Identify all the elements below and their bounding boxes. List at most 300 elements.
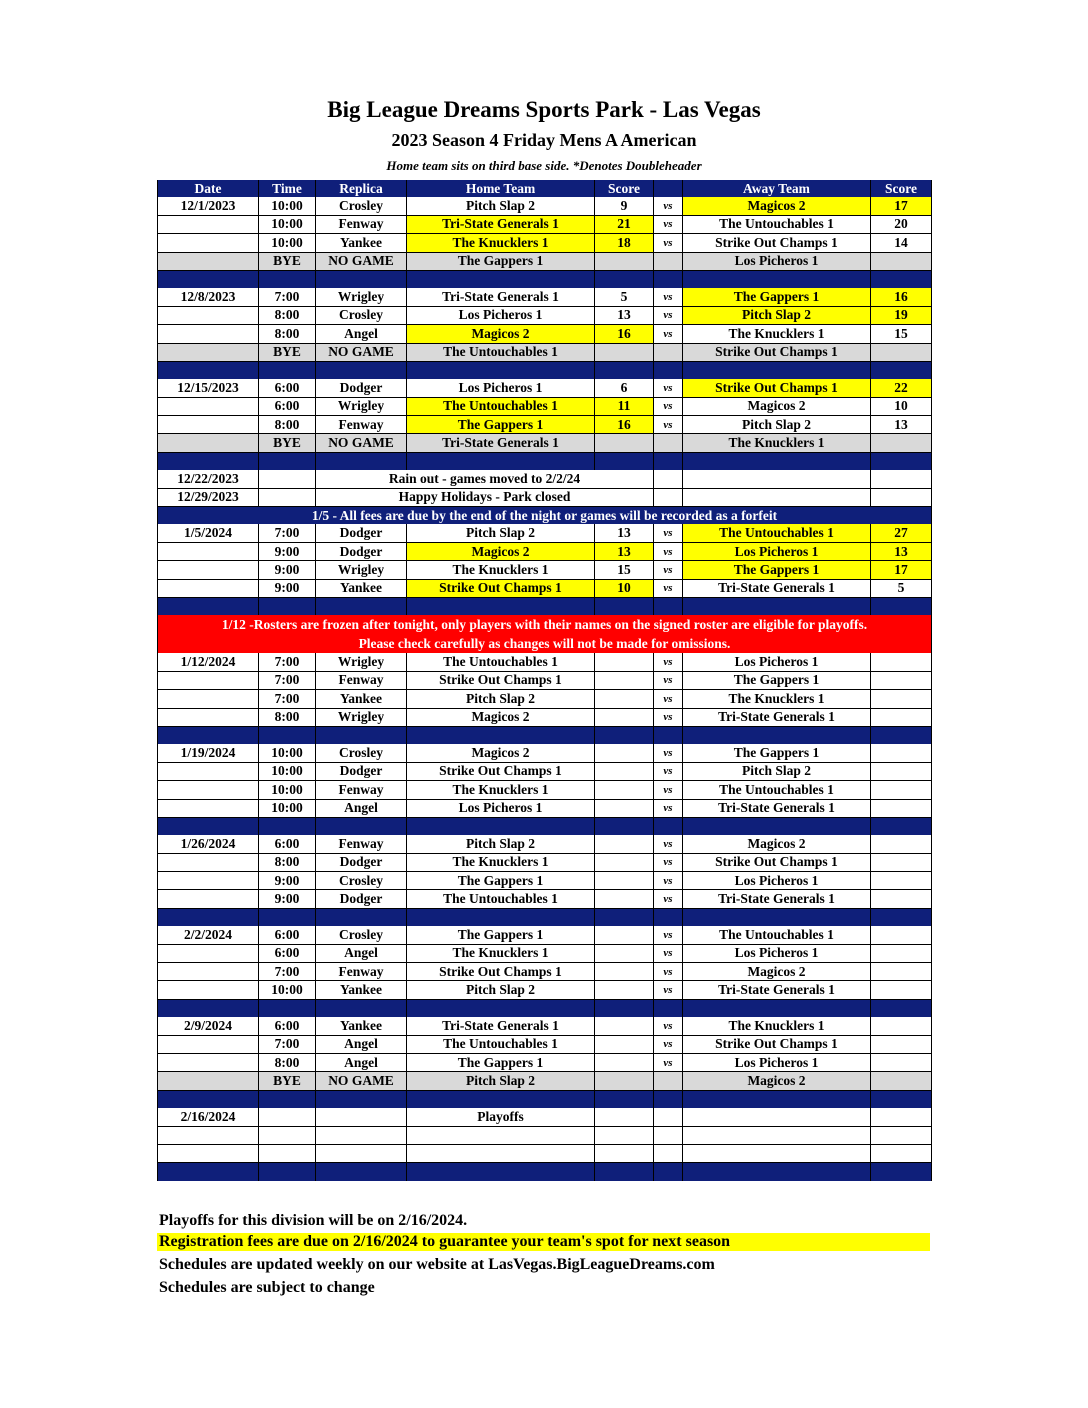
bye-row xyxy=(158,252,932,270)
game-row xyxy=(158,234,932,252)
game-away-team: Pitch Slap 2 xyxy=(683,306,871,324)
game-home-team xyxy=(407,1144,595,1162)
game-date xyxy=(158,1072,259,1090)
game-row xyxy=(158,1035,932,1053)
game-row xyxy=(158,579,932,597)
sep-away-score xyxy=(871,817,932,835)
game-away-team: Los Picheros 1 xyxy=(683,872,871,890)
sep-home-score xyxy=(595,726,654,744)
game-home-score xyxy=(595,835,654,853)
sep-time xyxy=(259,452,316,470)
roster-alert-line-2: Please check carefully as changes will not be made for omissions. xyxy=(358,636,731,652)
game-away-team: The Gappers 1 xyxy=(683,744,871,762)
roster-alert-line-1: 1/12 -Rosters are frozen after tonight, only players with their names on the signed roster are eligible for playoffs. xyxy=(221,617,868,633)
game-row xyxy=(158,708,932,726)
sep-home-score xyxy=(595,908,654,926)
game-row xyxy=(158,215,932,233)
sep-home-score xyxy=(595,1090,654,1108)
game-away-team: The Untouchables 1 xyxy=(683,926,871,944)
game-home-score: 9 xyxy=(595,197,654,215)
game-away-score xyxy=(871,1072,932,1090)
game-vs: vs xyxy=(654,872,683,890)
sep-vs xyxy=(654,452,683,470)
sep-away xyxy=(683,361,871,379)
game-away-score xyxy=(871,488,932,506)
sep-time xyxy=(259,361,316,379)
game-vs xyxy=(654,1072,683,1090)
game-time: 10:00 xyxy=(259,197,316,215)
game-home-score xyxy=(595,799,654,817)
game-home-score xyxy=(595,762,654,780)
sep-home xyxy=(407,597,595,615)
game-date xyxy=(158,434,259,452)
game-vs xyxy=(654,434,683,452)
game-home-score: 5 xyxy=(595,288,654,306)
game-replica-field: Wrigley xyxy=(316,397,407,415)
game-home-team: Pitch Slap 2 xyxy=(407,835,595,853)
game-replica-field: NO GAME xyxy=(316,1072,407,1090)
game-vs: vs xyxy=(654,926,683,944)
game-time: 10:00 xyxy=(259,981,316,999)
game-away-score xyxy=(871,1035,932,1053)
game-replica-field: Yankee xyxy=(316,981,407,999)
game-home-score xyxy=(595,1144,654,1162)
game-vs: vs xyxy=(654,379,683,397)
sep-away-score xyxy=(871,270,932,288)
game-replica-field: Fenway xyxy=(316,671,407,689)
sep-replica xyxy=(316,361,407,379)
game-home-score xyxy=(595,1053,654,1071)
game-replica-field: Dodger xyxy=(316,379,407,397)
game-row xyxy=(158,542,932,560)
game-time xyxy=(259,1144,316,1162)
game-away-team: Los Picheros 1 xyxy=(683,653,871,671)
game-vs: vs xyxy=(654,325,683,343)
sep-vs xyxy=(654,726,683,744)
game-date: 12/22/2023 xyxy=(158,470,259,488)
game-date xyxy=(158,872,259,890)
game-vs: vs xyxy=(654,1017,683,1035)
game-time: 8:00 xyxy=(259,325,316,343)
game-home-score: 15 xyxy=(595,561,654,579)
game-row xyxy=(158,288,932,306)
sep-home xyxy=(407,270,595,288)
game-home-score xyxy=(595,671,654,689)
game-home-score xyxy=(595,252,654,270)
col-home-team-header: Home Team xyxy=(407,180,595,197)
game-away-score xyxy=(871,926,932,944)
game-replica-field: Yankee xyxy=(316,234,407,252)
game-vs: vs xyxy=(654,890,683,908)
game-date: 2/9/2024 xyxy=(158,1017,259,1035)
game-away-team xyxy=(683,1108,871,1126)
game-home-score xyxy=(595,890,654,908)
game-time: 6:00 xyxy=(259,926,316,944)
sep-date xyxy=(158,361,259,379)
game-vs: vs xyxy=(654,653,683,671)
game-row xyxy=(158,799,932,817)
sep-date xyxy=(158,597,259,615)
sep-away xyxy=(683,726,871,744)
game-replica-field: Dodger xyxy=(316,890,407,908)
game-time: 7:00 xyxy=(259,653,316,671)
game-time: BYE xyxy=(259,434,316,452)
game-home-team: Strike Out Champs 1 xyxy=(407,762,595,780)
game-vs xyxy=(654,488,683,506)
game-replica-field: Crosley xyxy=(316,744,407,762)
game-away-score xyxy=(871,890,932,908)
game-date xyxy=(158,1126,259,1144)
game-time: BYE xyxy=(259,1072,316,1090)
game-home-team: The Knucklers 1 xyxy=(407,853,595,871)
sep-vs xyxy=(654,270,683,288)
sep-time xyxy=(259,817,316,835)
game-time xyxy=(259,1108,316,1126)
game-away-score xyxy=(871,963,932,981)
game-vs: vs xyxy=(654,542,683,560)
game-time: BYE xyxy=(259,252,316,270)
game-time xyxy=(259,488,316,506)
game-time: 9:00 xyxy=(259,561,316,579)
game-home-team: The Gappers 1 xyxy=(407,872,595,890)
sep-away-score xyxy=(871,999,932,1017)
game-away-score xyxy=(871,799,932,817)
col-date-header: Date xyxy=(158,180,259,197)
game-date xyxy=(158,416,259,434)
game-date xyxy=(158,799,259,817)
game-home-score xyxy=(595,1017,654,1035)
game-row xyxy=(158,944,932,962)
sep-away xyxy=(683,270,871,288)
game-away-score xyxy=(871,944,932,962)
sep-replica xyxy=(316,452,407,470)
game-time: 7:00 xyxy=(259,690,316,708)
game-away-team xyxy=(683,488,871,506)
week-separator-row xyxy=(158,1090,932,1108)
game-replica-field: Angel xyxy=(316,944,407,962)
game-away-score xyxy=(871,1017,932,1035)
sep-vs xyxy=(654,1163,683,1181)
game-date: 12/8/2023 xyxy=(158,288,259,306)
page-subtitle: 2023 Season 4 Friday Mens A American xyxy=(391,130,697,150)
game-home-score xyxy=(595,981,654,999)
game-away-team: The Knucklers 1 xyxy=(683,1017,871,1035)
game-home-team: The Gappers 1 xyxy=(407,1053,595,1071)
game-replica-field: Dodger xyxy=(316,524,407,542)
game-away-score xyxy=(871,653,932,671)
sep-vs xyxy=(654,908,683,926)
game-vs: vs xyxy=(654,234,683,252)
game-away-score: 13 xyxy=(871,416,932,434)
game-row xyxy=(158,1144,932,1162)
game-row xyxy=(158,397,932,415)
game-home-team: Pitch Slap 2 xyxy=(407,197,595,215)
game-row xyxy=(158,416,932,434)
schedule-body xyxy=(158,197,932,1180)
game-away-score: 16 xyxy=(871,288,932,306)
sep-replica xyxy=(316,1090,407,1108)
game-date xyxy=(158,890,259,908)
sep-vs xyxy=(654,999,683,1017)
game-replica-field: Angel xyxy=(316,1035,407,1053)
game-away-score: 15 xyxy=(871,325,932,343)
game-date: 12/1/2023 xyxy=(158,197,259,215)
fee-notice-text: 1/5 - All fees are due by the end of the night or games will be recorded as a forfeit xyxy=(158,507,932,525)
game-row xyxy=(158,762,932,780)
game-home-team: The Knucklers 1 xyxy=(407,234,595,252)
game-away-score: 10 xyxy=(871,397,932,415)
game-row xyxy=(158,1017,932,1035)
game-home-team: Magicos 2 xyxy=(407,708,595,726)
game-away-score: 14 xyxy=(871,234,932,252)
game-replica-field xyxy=(316,1126,407,1144)
game-home-team: Strike Out Champs 1 xyxy=(407,579,595,597)
game-replica-field: Wrigley xyxy=(316,288,407,306)
sep-home-score xyxy=(595,1163,654,1181)
game-vs: vs xyxy=(654,781,683,799)
game-home-team: The Gappers 1 xyxy=(407,416,595,434)
game-away-team: Strike Out Champs 1 xyxy=(683,234,871,252)
game-replica-field: Crosley xyxy=(316,306,407,324)
game-time: 6:00 xyxy=(259,835,316,853)
game-vs: vs xyxy=(654,708,683,726)
game-time: 10:00 xyxy=(259,762,316,780)
game-vs xyxy=(654,252,683,270)
game-row xyxy=(158,690,932,708)
game-home-team: Pitch Slap 2 xyxy=(407,981,595,999)
game-vs: vs xyxy=(654,306,683,324)
game-home-score xyxy=(595,690,654,708)
game-away-score: 17 xyxy=(871,561,932,579)
bye-row xyxy=(158,1072,932,1090)
game-home-score xyxy=(595,781,654,799)
game-vs: vs xyxy=(654,981,683,999)
game-away-score xyxy=(871,1126,932,1144)
game-replica-field: Wrigley xyxy=(316,653,407,671)
week-separator-row xyxy=(158,452,932,470)
game-away-score: 17 xyxy=(871,197,932,215)
game-away-team: Pitch Slap 2 xyxy=(683,416,871,434)
sep-replica xyxy=(316,1163,407,1181)
game-date xyxy=(158,542,259,560)
game-away-team: Pitch Slap 2 xyxy=(683,762,871,780)
footer-disclaimer: Schedules are subject to change xyxy=(159,1279,375,1296)
game-away-score: 13 xyxy=(871,542,932,560)
game-home-score: 16 xyxy=(595,416,654,434)
game-replica-field xyxy=(316,1108,407,1126)
game-home-team: Magicos 2 xyxy=(407,744,595,762)
game-vs: vs xyxy=(654,799,683,817)
sep-time xyxy=(259,1163,316,1181)
game-vs: vs xyxy=(654,561,683,579)
game-home-team: Los Picheros 1 xyxy=(407,799,595,817)
game-time: 7:00 xyxy=(259,524,316,542)
game-date xyxy=(158,1053,259,1071)
game-time: 6:00 xyxy=(259,944,316,962)
game-away-score: 22 xyxy=(871,379,932,397)
game-away-score xyxy=(871,1108,932,1126)
game-away-score xyxy=(871,872,932,890)
sep-replica xyxy=(316,908,407,926)
sep-away xyxy=(683,452,871,470)
game-vs: vs xyxy=(654,944,683,962)
game-home-team: Pitch Slap 2 xyxy=(407,690,595,708)
col-home-score-header: Score xyxy=(595,180,654,197)
game-replica-field: Wrigley xyxy=(316,561,407,579)
game-away-score xyxy=(871,781,932,799)
col-vs-header xyxy=(654,180,683,197)
game-vs xyxy=(654,470,683,488)
footer-playoffs-note: Playoffs for this division will be on 2/16/2024. xyxy=(159,1212,468,1229)
sep-vs xyxy=(654,1090,683,1108)
game-home-team: Pitch Slap 2 xyxy=(407,524,595,542)
game-date xyxy=(158,981,259,999)
game-vs: vs xyxy=(654,215,683,233)
game-vs: vs xyxy=(654,524,683,542)
game-home-team: Magicos 2 xyxy=(407,325,595,343)
sep-home-score xyxy=(595,361,654,379)
game-away-team: Magicos 2 xyxy=(683,835,871,853)
game-away-score: 27 xyxy=(871,524,932,542)
game-replica-field: Angel xyxy=(316,1053,407,1071)
game-date xyxy=(158,762,259,780)
game-date xyxy=(158,671,259,689)
game-home-team xyxy=(407,1126,595,1144)
game-date xyxy=(158,325,259,343)
game-home-team: Magicos 2 xyxy=(407,542,595,560)
sep-replica xyxy=(316,597,407,615)
game-vs: vs xyxy=(654,1053,683,1071)
game-home-team: Tri-State Generals 1 xyxy=(407,288,595,306)
game-vs: vs xyxy=(654,835,683,853)
game-row xyxy=(158,890,932,908)
game-away-team: Tri-State Generals 1 xyxy=(683,708,871,726)
game-vs: vs xyxy=(654,762,683,780)
game-home-score xyxy=(595,343,654,361)
game-home-score xyxy=(595,926,654,944)
game-vs: vs xyxy=(654,579,683,597)
game-replica-field: NO GAME xyxy=(316,434,407,452)
game-date xyxy=(158,343,259,361)
game-date xyxy=(158,215,259,233)
game-vs xyxy=(654,1144,683,1162)
game-away-team xyxy=(683,1126,871,1144)
game-vs xyxy=(654,1108,683,1126)
game-away-team: The Gappers 1 xyxy=(683,561,871,579)
game-time: 8:00 xyxy=(259,306,316,324)
game-replica-field: Yankee xyxy=(316,579,407,597)
sep-date xyxy=(158,270,259,288)
game-home-team: Playoffs xyxy=(407,1108,595,1126)
game-time: 6:00 xyxy=(259,379,316,397)
game-time: 10:00 xyxy=(259,215,316,233)
game-away-team: Los Picheros 1 xyxy=(683,542,871,560)
game-time xyxy=(259,470,316,488)
game-replica-field: Fenway xyxy=(316,781,407,799)
game-time: 7:00 xyxy=(259,288,316,306)
game-vs: vs xyxy=(654,963,683,981)
game-home-score: 13 xyxy=(595,306,654,324)
game-away-team: The Gappers 1 xyxy=(683,671,871,689)
sep-home-score xyxy=(595,999,654,1017)
game-vs: vs xyxy=(654,690,683,708)
game-time: 8:00 xyxy=(259,853,316,871)
sep-away xyxy=(683,908,871,926)
sep-away-score xyxy=(871,361,932,379)
game-home-team: The Untouchables 1 xyxy=(407,1035,595,1053)
sep-vs xyxy=(654,597,683,615)
game-away-team: Magicos 2 xyxy=(683,963,871,981)
sep-home xyxy=(407,999,595,1017)
game-date: 2/16/2024 xyxy=(158,1108,259,1126)
game-replica-field: Yankee xyxy=(316,690,407,708)
game-vs: vs xyxy=(654,288,683,306)
game-away-score: 5 xyxy=(871,579,932,597)
game-vs: vs xyxy=(654,416,683,434)
schedule-note-row xyxy=(158,488,932,506)
sep-time xyxy=(259,726,316,744)
week-separator-row xyxy=(158,1163,932,1181)
roster-alert-cell xyxy=(158,615,932,653)
game-replica-field: Wrigley xyxy=(316,708,407,726)
game-away-team: The Knucklers 1 xyxy=(683,690,871,708)
game-time: 7:00 xyxy=(259,1035,316,1053)
sep-replica xyxy=(316,270,407,288)
game-replica-field: Crosley xyxy=(316,197,407,215)
game-replica-field: Crosley xyxy=(316,926,407,944)
game-time: 10:00 xyxy=(259,744,316,762)
game-away-score xyxy=(871,343,932,361)
game-away-team: Strike Out Champs 1 xyxy=(683,343,871,361)
game-home-team: Tri-State Generals 1 xyxy=(407,434,595,452)
game-home-score: 13 xyxy=(595,542,654,560)
game-date xyxy=(158,944,259,962)
game-away-team: Tri-State Generals 1 xyxy=(683,890,871,908)
game-away-team: The Knucklers 1 xyxy=(683,434,871,452)
game-time: 7:00 xyxy=(259,671,316,689)
game-home-score: 21 xyxy=(595,215,654,233)
sep-time xyxy=(259,270,316,288)
game-time: 9:00 xyxy=(259,542,316,560)
game-row xyxy=(158,671,932,689)
game-time: 7:00 xyxy=(259,963,316,981)
game-date xyxy=(158,708,259,726)
week-separator-row xyxy=(158,726,932,744)
game-replica-field xyxy=(316,1144,407,1162)
col-away-team-header: Away Team xyxy=(683,180,871,197)
fee-notice-row xyxy=(158,507,932,525)
game-home-team: The Untouchables 1 xyxy=(407,653,595,671)
game-row xyxy=(158,1126,932,1144)
game-home-score: 11 xyxy=(595,397,654,415)
game-time: 8:00 xyxy=(259,1053,316,1071)
game-replica-field: NO GAME xyxy=(316,252,407,270)
game-home-score xyxy=(595,744,654,762)
sep-vs xyxy=(654,361,683,379)
week-separator-row xyxy=(158,908,932,926)
game-time: 10:00 xyxy=(259,781,316,799)
week-separator-row xyxy=(158,999,932,1017)
game-home-score xyxy=(595,1126,654,1144)
game-away-score xyxy=(871,744,932,762)
game-home-team: The Knucklers 1 xyxy=(407,561,595,579)
game-away-team: Tri-State Generals 1 xyxy=(683,799,871,817)
game-time: 10:00 xyxy=(259,799,316,817)
game-time: 6:00 xyxy=(259,397,316,415)
game-away-team: Tri-State Generals 1 xyxy=(683,981,871,999)
game-away-team: The Gappers 1 xyxy=(683,288,871,306)
schedule-table xyxy=(157,180,932,1181)
